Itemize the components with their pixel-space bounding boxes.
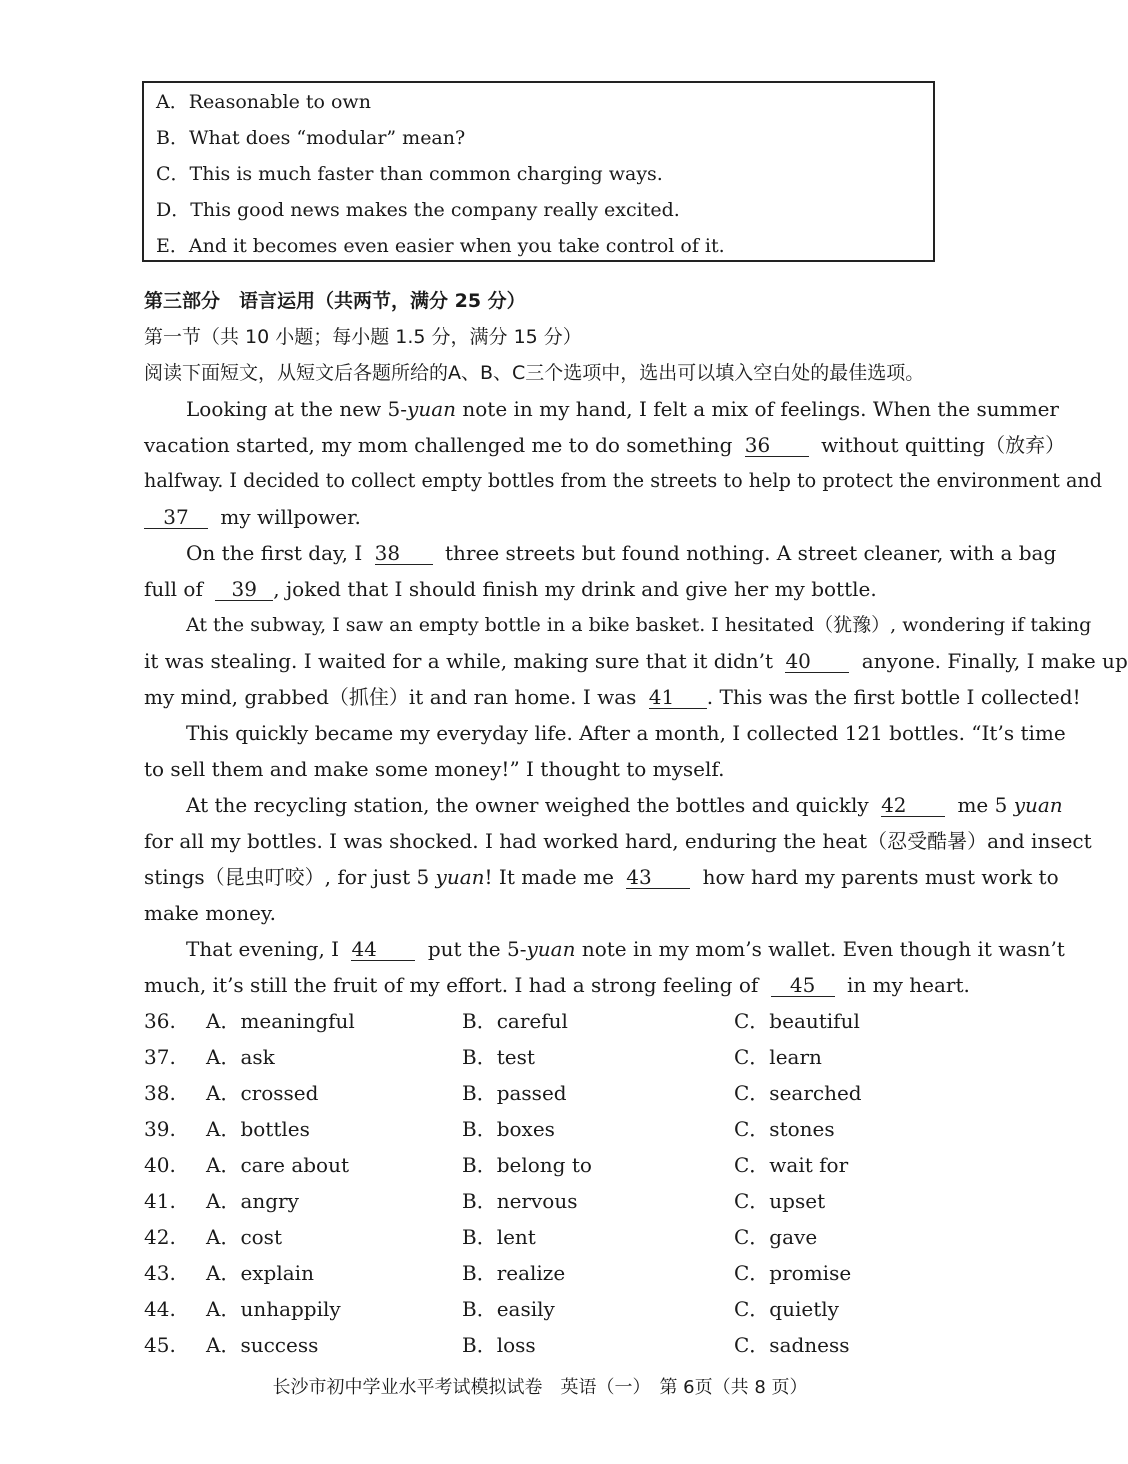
- question-row-41: [144, 1187, 964, 1215]
- section-instruction: 阅读下面短文，从短文后各题所给的A、B、C三个选项中，选出可以填入空白处的最佳选项。: [144, 362, 925, 384]
- question-number: 45.: [144, 1333, 176, 1357]
- choice-b[interactable]: B．nervous: [462, 1189, 578, 1213]
- passage-line: halfway. I decided to collect empty bottles from the streets to help to protect the environment and: [144, 469, 1103, 492]
- question-number: 40.: [144, 1153, 176, 1177]
- text: full of: [144, 577, 203, 601]
- text: me 5: [957, 793, 1008, 817]
- passage-line: [186, 396, 1059, 422]
- text: At the recycling station, the owner weighed the bottles and quickly: [186, 793, 869, 817]
- text: put the 5-: [427, 937, 527, 961]
- text: note in my hand, I felt a mix of feelings. When the summer: [456, 397, 1059, 421]
- choice-a[interactable]: A．success: [206, 1333, 319, 1357]
- passage-line: [144, 972, 970, 998]
- choice-a[interactable]: A．ask: [206, 1045, 275, 1069]
- option-c: C．This is much faster than common charging ways.: [156, 163, 663, 185]
- choice-b[interactable]: B．realize: [462, 1261, 566, 1285]
- question-row-39: [144, 1115, 964, 1143]
- passage-line: make money.: [144, 901, 276, 925]
- text: yuan: [407, 397, 457, 421]
- text: yuan: [435, 865, 485, 889]
- choice-c[interactable]: C．searched: [734, 1081, 862, 1105]
- text: my mind, grabbed（抓住）it and ran home. I was: [144, 685, 637, 709]
- question-row-36: [144, 1007, 964, 1035]
- question-number: 43.: [144, 1261, 176, 1285]
- question-number: 44.: [144, 1297, 176, 1321]
- passage-line: [144, 864, 1059, 890]
- question-number: 38.: [144, 1081, 176, 1105]
- blank-42[interactable]: 42: [881, 794, 945, 817]
- passage-line: for all my bottles. I was shocked. I had worked hard, enduring the heat（忍受酷暑）and insect: [144, 829, 1092, 853]
- text: much, it’s still the fruit of my effort. I had a strong feeling of: [144, 973, 759, 997]
- text: That evening, I: [186, 937, 340, 961]
- passage-line: [144, 648, 1128, 674]
- question-row-40: [144, 1151, 964, 1179]
- choice-b[interactable]: B．belong to: [462, 1153, 592, 1177]
- choice-a[interactable]: A．crossed: [206, 1081, 319, 1105]
- question-number: 41.: [144, 1189, 176, 1213]
- question-row-45: [144, 1331, 964, 1359]
- text: yuan: [1013, 793, 1063, 817]
- question-row-38: [144, 1079, 964, 1107]
- page-footer: 长沙市初中学业水平考试模拟试卷 英语（一） 第 6页（共 8 页）: [272, 1377, 808, 1398]
- choice-b[interactable]: B．lent: [462, 1225, 536, 1249]
- question-number: 42.: [144, 1225, 176, 1249]
- choice-a[interactable]: A．cost: [206, 1225, 282, 1249]
- choice-c[interactable]: C．promise: [734, 1261, 852, 1285]
- text: in my heart.: [847, 973, 970, 997]
- options-box: [142, 81, 935, 262]
- blank-41[interactable]: 41: [649, 686, 707, 709]
- text: , joked that I should finish my drink and give her my bottle.: [273, 577, 877, 601]
- blank-45[interactable]: 45: [771, 974, 835, 997]
- option-e: E．And it becomes even easier when you take control of it.: [156, 235, 725, 257]
- section-title: 第三部分 语言运用（共两节，满分 25 分）: [144, 290, 526, 312]
- blank-40[interactable]: 40: [785, 650, 849, 673]
- passage-line: This quickly became my everyday life. After a month, I collected 121 bottles. “It’s time: [186, 721, 1066, 745]
- choice-c[interactable]: C．upset: [734, 1189, 826, 1213]
- text: vacation started, my mom challenged me to do something: [144, 433, 733, 457]
- blank-36[interactable]: 36: [745, 434, 809, 457]
- text: ! It made me: [484, 865, 614, 889]
- question-row-44: [144, 1295, 964, 1323]
- choice-b[interactable]: B．boxes: [462, 1117, 555, 1141]
- text: Looking at the new 5-: [186, 397, 408, 421]
- passage-line: [144, 684, 1081, 710]
- option-d: D．This good news makes the company really excited.: [156, 199, 680, 221]
- choice-a[interactable]: A．explain: [206, 1261, 314, 1285]
- question-row-42: [144, 1223, 964, 1251]
- blank-43[interactable]: 43: [626, 866, 690, 889]
- section-subtitle: 第一节（共 10 小题；每小题 1.5 分，满分 15 分）: [144, 326, 582, 348]
- passage-line: At the subway, I saw an empty bottle in a bike basket. I hesitated（犹豫）, wondering if taking: [186, 614, 1092, 636]
- blank-37[interactable]: 37: [144, 506, 208, 529]
- choice-b[interactable]: B．careful: [462, 1009, 568, 1033]
- choice-a[interactable]: A．meaningful: [206, 1009, 355, 1033]
- passage-line: [186, 540, 1057, 566]
- text: without quitting（放弃）: [821, 433, 1066, 457]
- passage-line: to sell them and make some money!” I thought to myself.: [144, 757, 725, 781]
- choice-c[interactable]: C．stones: [734, 1117, 835, 1141]
- question-number: 37.: [144, 1045, 176, 1069]
- text: yuan: [526, 937, 576, 961]
- text: anyone. Finally, I make up: [861, 649, 1128, 673]
- blank-44[interactable]: 44: [351, 938, 415, 961]
- question-row-43: [144, 1259, 964, 1287]
- blank-39[interactable]: 39: [215, 578, 273, 601]
- choice-b[interactable]: B．test: [462, 1045, 535, 1069]
- question-number: 36.: [144, 1009, 176, 1033]
- choice-b[interactable]: B．easily: [462, 1297, 555, 1321]
- choice-a[interactable]: A．bottles: [206, 1117, 310, 1141]
- choice-c[interactable]: C．wait for: [734, 1153, 849, 1177]
- text: how hard my parents must work to: [702, 865, 1059, 889]
- passage-line: [186, 792, 1063, 818]
- text: three streets but found nothing. A street cleaner, with a bag: [445, 541, 1057, 565]
- passage-line: [144, 576, 938, 602]
- option-a: A．Reasonable to own: [156, 91, 371, 113]
- choice-c[interactable]: C．sadness: [734, 1333, 850, 1357]
- choice-a[interactable]: A．angry: [206, 1189, 299, 1213]
- choice-c[interactable]: C．quietly: [734, 1297, 839, 1321]
- passage-line: [144, 504, 938, 530]
- question-number: 39.: [144, 1117, 176, 1141]
- text: stings（昆虫叮咬）, for just 5: [144, 865, 430, 889]
- question-row-37: [144, 1043, 964, 1071]
- text: . This was the first bottle I collected!: [706, 685, 1081, 709]
- blank-38[interactable]: 38: [375, 542, 433, 565]
- option-b: B．What does “modular” mean?: [156, 127, 466, 149]
- choice-c[interactable]: C．learn: [734, 1045, 822, 1069]
- passage-line: [144, 432, 1066, 458]
- text: On the first day, I: [186, 541, 363, 565]
- choice-a[interactable]: A．care about: [206, 1153, 350, 1177]
- text: it was stealing. I waited for a while, making sure that it didn’t: [144, 649, 774, 673]
- text: note in my mom’s wallet. Even though it wasn’t: [575, 937, 1065, 961]
- text: my willpower.: [220, 505, 361, 529]
- choice-c[interactable]: C．beautiful: [734, 1009, 860, 1033]
- choice-b[interactable]: B．passed: [462, 1081, 567, 1105]
- choice-c[interactable]: C．gave: [734, 1225, 818, 1249]
- passage-line: [186, 936, 1065, 962]
- choice-b[interactable]: B．loss: [462, 1333, 536, 1357]
- choice-a[interactable]: A．unhappily: [206, 1297, 341, 1321]
